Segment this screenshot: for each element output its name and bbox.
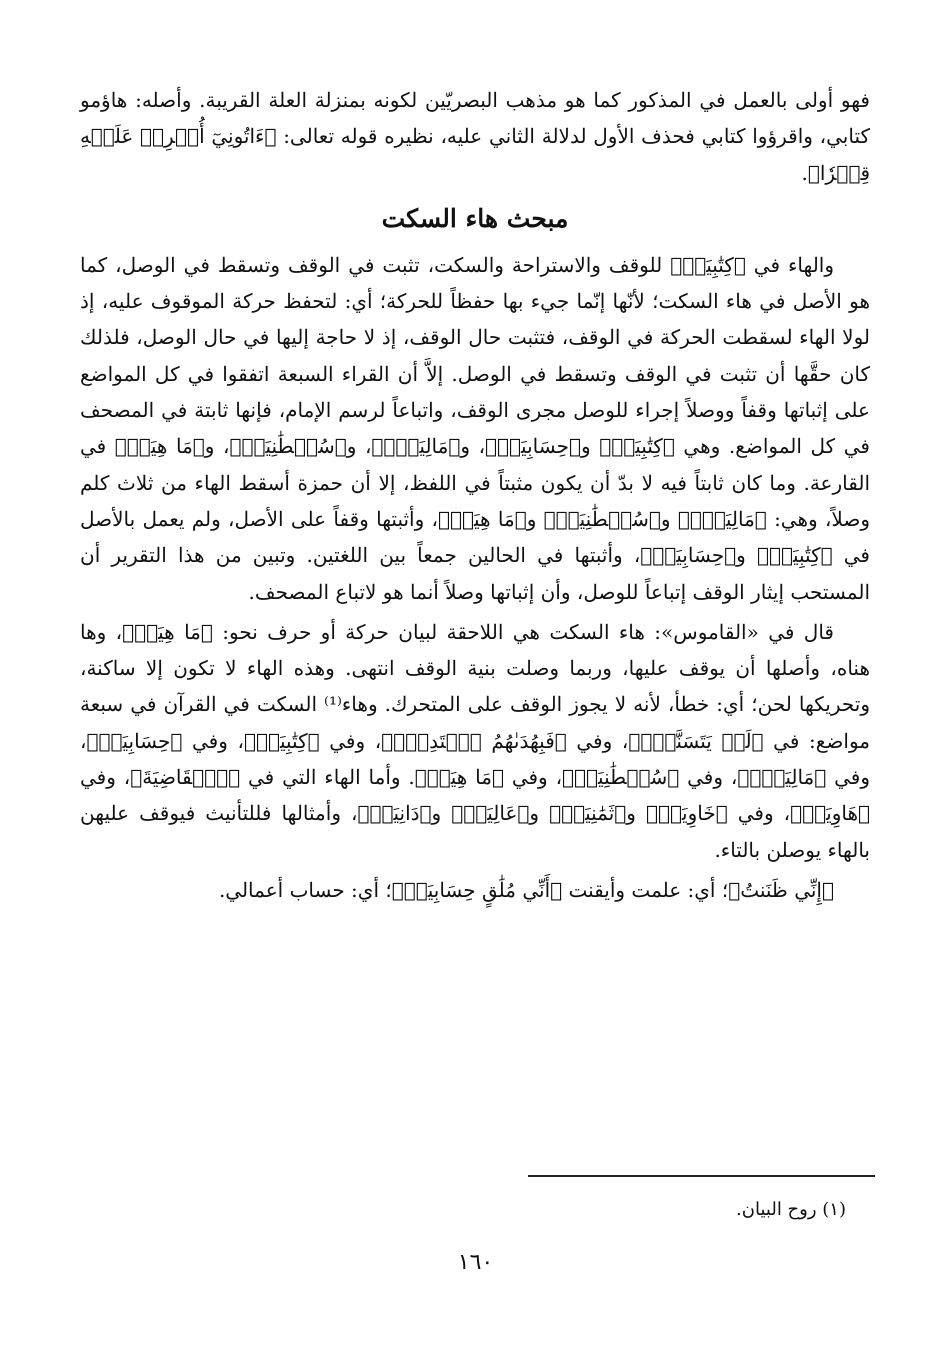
page-body (80, 82, 870, 908)
footnote-1: (١) روح البيان. (736, 1199, 846, 1220)
section-heading: مبحث هاء السكت (381, 203, 569, 233)
page-number: ١٦٠ (457, 1250, 494, 1275)
intro-paragraph: فهو أولى بالعمل في المذكور كما هو مذهب البصريّين لكونه بمنزلة العلة القريبة. وأصله: هاؤمو كتابي، واقرؤوا كتابي فحذف الأول لدلالة الثاني عليه، نظيره قوله تعالى: ﴿ءَاتُونِيٓ أُفۡرِغۡ عَلَيۡهِ قِطۡرٗا﴾. (80, 88, 870, 185)
section-paragraph-2: قال في «القاموس»: هاء السكت هي اللاحقة لبيان حركة أو حرف نحو: ﴿مَا هِيَهۡ﴾، وها هناه، وأصلها أن يوقف عليها، وربما وصلت بنية الوقف انتهى. وهذه الهاء لا تكون إلا ساكنة، وتحريكها لحن؛ أي: خطأ، لأنه لا يجوز الوقف على المتحرك. وهاء⁽¹⁾ السكت في القرآن في سبعة مواضع: في ﴿لَمۡ يَتَسَنَّهۡۖ﴾، وفي ﴿فَبِهُدَىٰهُمُ ٱقۡتَدِهۡۗ﴾، وفي ﴿كِتَٰبِيَهۡ﴾، وفي ﴿حِسَابِيَهۡ﴾، وفي ﴿مَالِيَهۡۜ﴾، وفي ﴿سُلۡطَٰنِيَهۡ﴾، وفي ﴿مَا هِيَهۡ﴾. وأما الهاء التي في ﴿ٱلۡقَاضِيَةَ﴾، وفي ﴿هَاوِيَةٞ﴾، وفي ﴿خَاوِيَةٞ﴾ و﴿ثَمَٰنِيَةٞ﴾ و﴿عَالِيَةٖ﴾ و﴿دَانِيَةٞ﴾، وأمثالها فللتأنيث فيوقف عليهن بالهاء يوصلن بالتاء. (80, 619, 870, 862)
footnote-divider (528, 1175, 875, 1177)
section-paragraph-1: والهاء في ﴿كِتَٰبِيَهۡ﴾ للوقف والاستراحة والسكت، تثبت في الوقف وتسقط في الوصل، كما هو الأصل في هاء السكت؛ لأنّها إنّما جيء بها حفظاً للحركة؛ أي: لتحفظ حركة الموقوف عليه، إذ لولا الهاء لسقطت الحركة في الوقف، فتثبت حال الوقف، إذ لا حاجة إليها في حال الوصل، فلذلك كان حقَّها أن تثبت في الوقف وتسقط في الوصل. إلاَّ أن القراء السبعة اتفقوا في كل المواضع على إثباتها وقفاً ووصلاً إجراء للوصل مجرى الوقف، واتباعاً لرسم الإمام، فإنها ثابتة في المصحف في كل المواضع. وهي ﴿كِتَٰبِيَهۡ﴾ و﴿حِسَابِيَهۡ﴾، و﴿مَالِيَهۡۜ﴾، و﴿سُلۡطَٰنِيَهۡ﴾، و﴿مَا هِيَهۡ﴾ في القارعة. وما كان ثابتاً فيه لا بدّ أن يكون مثبتاً في اللفظ، إلا أن حمزة أسقط الهاء من ثلاث كلم وصلاً، وهي: ﴿مَالِيَهۡۜ﴾ و﴿سُلۡطَٰنِيَهۡ﴾ و﴿مَا هِيَهۡ﴾، وأثبتها وقفاً على الأصل، ولم يعمل بالأصل في ﴿كِتَٰبِيَهۡ﴾ و﴿حِسَابِيَهۡ﴾، وأثبتها في الحالين جمعاً بين اللغتين. وتبين من هذا التقرير أن المستحب إيثار الوقف إتباعاً للوصل، وأن إثباتها وصلاً أنما هو لاتباع المصحف. (80, 252, 870, 604)
section-paragraph-3: ﴿إِنِّي ظَنَنتُ﴾؛ أي: علمت وأيقنت ﴿أَنِّي مُلَٰقٍ حِسَابِيَهۡ﴾؛ أي: حساب أعمالي. (218, 877, 834, 902)
